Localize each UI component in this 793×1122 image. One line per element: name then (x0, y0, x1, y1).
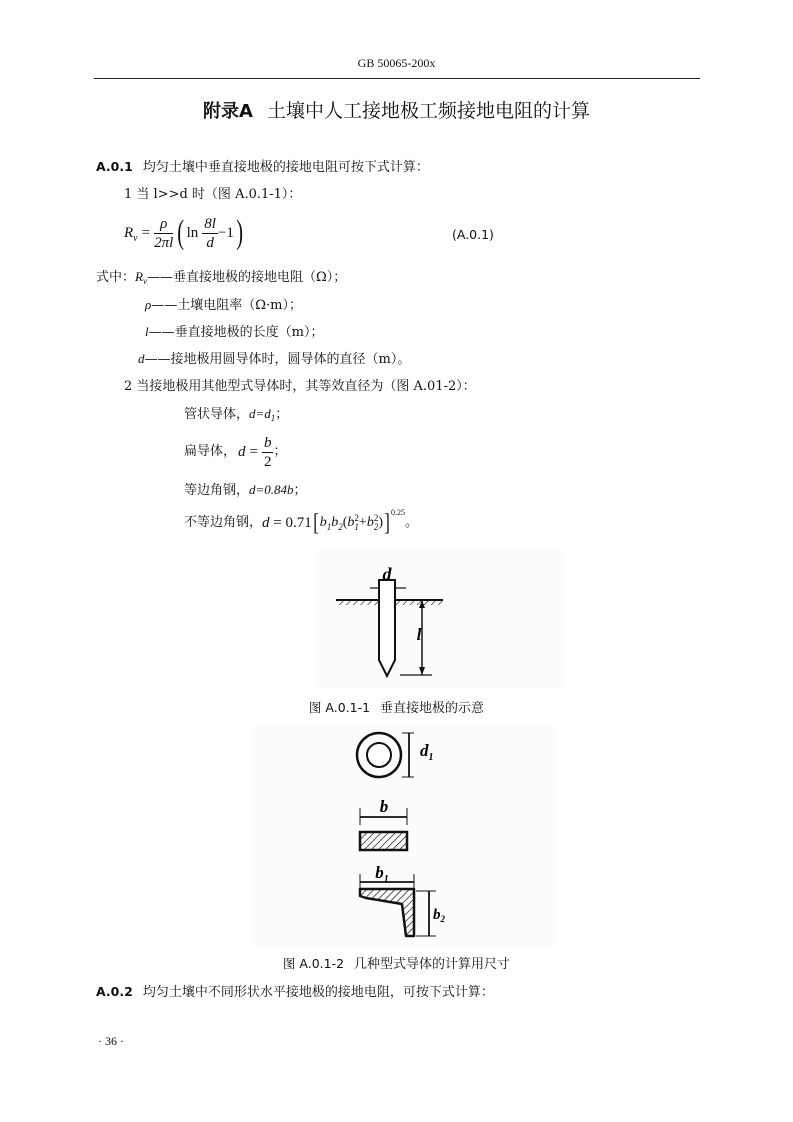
u-sq2: 2 (373, 513, 379, 523)
pipe-label: 管状导体， (184, 407, 250, 422)
fig2-d1 (420, 741, 434, 763)
ground-hatch-left (336, 600, 378, 605)
fig2-b2 (433, 907, 446, 924)
eq-fraction-1 (154, 215, 173, 252)
running-header: GB 50065-200x (357, 56, 436, 70)
u-b1-sub: 1 (326, 522, 332, 532)
eq-den2: d (206, 234, 214, 251)
flat-d: d (238, 444, 246, 460)
fig2-d1-letter: d (420, 741, 429, 760)
figure-2-caption (0, 955, 793, 974)
pipe-conductor (184, 405, 288, 424)
unequal-coef: = 0.71 (269, 515, 312, 531)
u-end: 。 (404, 515, 418, 530)
electrode-rod (379, 580, 395, 676)
u-b1b-sub: 1 (354, 522, 359, 532)
flat-end: ； (273, 444, 287, 459)
fig2-b1-sub: 1 (383, 874, 389, 885)
u-b1b: b (347, 515, 355, 530)
u-b2-sub: 2 (338, 522, 343, 532)
angle-steel-section (360, 889, 414, 936)
unequal-d: d (262, 515, 270, 531)
eq-lhs: R (124, 224, 134, 241)
flat-label: 扁导体， (184, 444, 237, 459)
equation-a01 (124, 210, 245, 256)
eq-den: 2πl (154, 234, 174, 251)
u-paren-close: ) (378, 515, 383, 530)
fig2-d1-sub: 1 (428, 752, 434, 763)
equation-number: (A.0.1) (452, 227, 494, 242)
figure-1-caption (0, 699, 793, 718)
unequal-angle (184, 508, 418, 538)
flat-den: 2 (263, 453, 272, 470)
eq-num2: 8l (204, 215, 216, 232)
equal-angle-end: ； (293, 483, 307, 498)
where-l-sym: l (145, 324, 149, 339)
where-d (138, 350, 410, 369)
eq-lhs-sub: v (133, 232, 138, 244)
equal-angle-formula: d=0.84 (249, 482, 288, 497)
section-number: A.0.1 (96, 159, 133, 174)
where-rho-sym: ρ (145, 297, 152, 312)
fig1-d-label: d (382, 564, 392, 584)
appendix-title (0, 96, 793, 123)
l-arrow-bottom (419, 667, 425, 675)
where-rho (145, 296, 302, 315)
u-b1: b (319, 515, 327, 530)
equal-angle (184, 481, 307, 500)
eq-paren-close: ) (236, 214, 243, 251)
equal-angle-b: b (287, 482, 294, 497)
u-sq1: 2 (354, 513, 359, 523)
eq-rho: ρ (154, 215, 173, 234)
where-r-sym: R (135, 269, 143, 284)
section-a01 (96, 158, 429, 177)
u-b2: b (331, 515, 339, 530)
section-number-2: A.0.2 (96, 984, 133, 999)
section-a02 (96, 983, 494, 1002)
pipe-sub: 1 (270, 413, 276, 423)
eq-equals: = (141, 224, 151, 241)
flat-eq: = (249, 444, 258, 460)
pipe-formula: d=d (249, 406, 271, 421)
section-text: 均匀土壤中垂直接地极的接地电阻可按下式计算： (142, 160, 429, 175)
fig2-caption-num: 图 A.0.1-2 (282, 956, 345, 971)
header-rule (94, 78, 700, 79)
page-number: · 36 · (98, 1034, 124, 1048)
u-plus: + (358, 515, 367, 530)
equal-angle-label: 等边角钢， (184, 483, 250, 498)
fig2-caption-text: 几种型式导体的计算用尺寸 (354, 957, 511, 972)
item-1: 1 当 l>>d 时（图 A.0.1-1）： (124, 187, 302, 202)
fig2-b1 (375, 863, 389, 885)
bracket-close: ] (384, 510, 390, 536)
figure-2-conductor-shapes (254, 726, 554, 948)
figure-1-vertical-electrode (316, 550, 566, 690)
appendix-label: 附录A (203, 101, 253, 122)
eq-ln: ln (186, 224, 199, 241)
eq-paren-open: ( (177, 214, 185, 251)
ground-hatch-right (396, 600, 443, 605)
item-2: 2 当接地极用其他型式导体时，其等效直径为（图 A.01-2）： (124, 379, 476, 394)
fig2-b2-letter: b (433, 907, 441, 923)
fig1-caption-text: 垂直接地极的示意 (380, 701, 485, 716)
flat-fraction (262, 434, 274, 471)
where-rho-text: ——土壤电阻率（Ω·m）； (151, 298, 302, 313)
u-exp: 0.25 (390, 508, 405, 517)
fig2-b: b (379, 797, 389, 816)
bracket-open: [ (312, 510, 319, 536)
fig2-b2-sub: 2 (440, 914, 445, 924)
eq-minus-one: −1 (217, 224, 234, 241)
where-r-text: ——垂直接地极的接地电阻（Ω）； (146, 270, 347, 285)
eq-fraction-2 (202, 215, 218, 252)
where-d-text: ——接地极用圆导体时，圆导体的直径（m）。 (144, 352, 411, 367)
where-r (96, 268, 346, 287)
where-r-sub: v (142, 276, 147, 286)
section-text-2: 均匀土壤中不同形状水平接地极的接地电阻，可按下式计算： (142, 985, 494, 1000)
where-l-text: ——垂直接地极的长度（m）； (148, 325, 324, 340)
fig1-l-label: l (416, 625, 422, 644)
pipe-inner-circle (367, 743, 391, 767)
flat-bar-section (360, 832, 407, 850)
flat-num: b (263, 434, 272, 451)
where-lead: 式中： (96, 270, 136, 285)
flat-conductor (184, 432, 287, 472)
fig1-caption-num: 图 A.0.1-1 (308, 700, 371, 715)
pipe-end: ； (275, 407, 289, 422)
u-b2b: b (366, 515, 374, 530)
where-d-sym: d (138, 351, 145, 366)
u-paren-open: ( (342, 515, 348, 530)
u-b2b-sub: 2 (373, 522, 379, 532)
where-l (145, 323, 323, 342)
fig2-b1-letter: b (375, 863, 384, 882)
unequal-label: 不等边角钢， (184, 515, 263, 530)
appendix-title-text: 土壤中人工接地极工频接地电阻的计算 (266, 100, 590, 122)
